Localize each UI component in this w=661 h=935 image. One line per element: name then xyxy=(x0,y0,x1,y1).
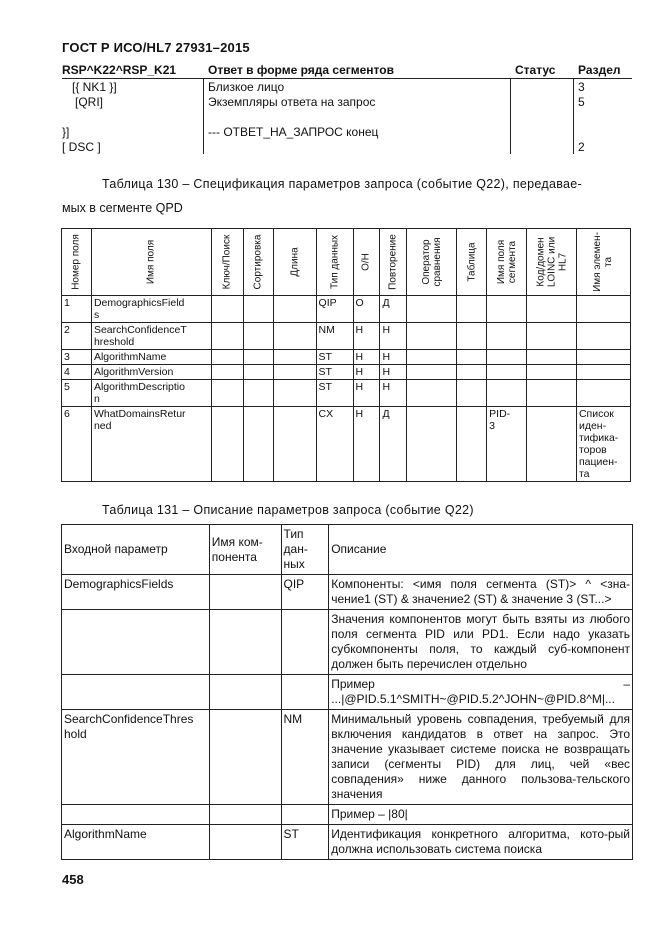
table-cell: DemographicsFields xyxy=(62,575,210,610)
table-130-header-row xyxy=(62,229,631,296)
table-cell xyxy=(407,350,457,365)
table-cell xyxy=(527,323,577,350)
table-cell xyxy=(407,407,457,482)
table-cell xyxy=(209,575,281,610)
table-cell: ST xyxy=(281,825,329,860)
table-cell: Н xyxy=(380,323,407,350)
segment-col2-header: Ответ в форме ряда сегментов xyxy=(208,63,394,77)
table-cell xyxy=(487,380,527,407)
table-cell xyxy=(407,296,457,323)
header-cell: Имя поля сегмента xyxy=(487,229,527,296)
segment-row-code: [{ NK1 }] xyxy=(72,80,117,94)
table-cell: PID- 3 xyxy=(487,407,527,482)
table-130-caption-cont: мых в сегменте QPD xyxy=(62,201,183,215)
table-cell: Идентификация конкретного алгоритма, кото-рый должна использовать система поиска xyxy=(329,825,633,860)
header-cell: Код/домен LOINC или HL7 xyxy=(527,229,577,296)
table-row xyxy=(62,675,633,710)
table-131-caption: Таблица 131 – Описание параметров запроса (событие Q22) xyxy=(102,503,474,517)
table-cell: SearchConfidenceT hreshold xyxy=(91,323,211,350)
header-cell: Номер поля xyxy=(62,229,92,296)
header-cell: Ключ/Поиск xyxy=(211,229,243,296)
table-cell: Н xyxy=(353,323,380,350)
table-cell xyxy=(209,825,281,860)
segment-col4-header: Раздел xyxy=(578,63,621,77)
segment-row-code: [ DSC ] xyxy=(62,140,101,154)
table-cell xyxy=(209,610,281,675)
table-row xyxy=(62,805,633,825)
header-cell: Таблица xyxy=(457,229,487,296)
header-cell: Длина xyxy=(273,229,316,296)
header-cell: Входной параметр xyxy=(62,525,210,575)
segment-row-desc: Экземпляры ответа на запрос xyxy=(208,95,376,109)
table-cell: Д xyxy=(380,407,407,482)
table-cell xyxy=(576,365,630,380)
table-cell xyxy=(209,675,281,710)
table-cell: QIP xyxy=(281,575,329,610)
table-cell: Список иден- тифика- торов пациен- та xyxy=(576,407,630,482)
table-cell xyxy=(527,365,577,380)
table-130 xyxy=(61,228,631,482)
header-cell: О/Н xyxy=(353,229,380,296)
table-cell xyxy=(273,323,316,350)
table-cell: 2 xyxy=(62,323,92,350)
table-cell: 1 xyxy=(62,296,92,323)
header-cell: Тип дан- ных xyxy=(281,525,329,575)
table-cell: Д xyxy=(380,296,407,323)
table-cell xyxy=(457,407,487,482)
table-cell: Н xyxy=(353,380,380,407)
segment-row-desc: Близкое лицо xyxy=(208,80,285,94)
table-cell xyxy=(487,323,527,350)
segment-divider xyxy=(510,78,511,154)
table-cell xyxy=(281,805,329,825)
table-cell xyxy=(576,380,630,407)
segment-row-code: }] xyxy=(62,125,70,139)
table-cell xyxy=(62,675,210,710)
document-header: ГОСТ Р ИСО/HL7 27931–2015 xyxy=(62,40,250,55)
table-cell: 3 xyxy=(62,350,92,365)
table-cell xyxy=(211,296,243,323)
table-cell xyxy=(243,365,273,380)
table-cell xyxy=(487,350,527,365)
table-cell: SearchConfidenceThres hold xyxy=(62,710,210,805)
table-cell xyxy=(457,380,487,407)
table-cell: 4 xyxy=(62,365,92,380)
segment-divider xyxy=(203,78,204,154)
table-row xyxy=(62,407,631,482)
segment-col3-header: Статус xyxy=(515,63,556,77)
table-cell xyxy=(273,350,316,365)
table-cell: O xyxy=(353,296,380,323)
table-131 xyxy=(61,524,633,860)
table-row xyxy=(62,610,633,675)
table-cell xyxy=(527,407,577,482)
table-row xyxy=(62,710,633,805)
header-cell: Описание xyxy=(329,525,633,575)
table-cell: 6 xyxy=(62,407,92,482)
table-cell: Значения компонентов могут быть взяты из любого поля сегмента PID или PD1. Если надо указать субкомпоненты поля, то каждый суб-компонент должен быть перечислен отдельно xyxy=(329,610,633,675)
header-cell: Имя элемен- та xyxy=(576,229,630,296)
table-cell xyxy=(209,805,281,825)
table-row xyxy=(62,323,631,350)
page-number: 458 xyxy=(62,872,84,887)
table-cell xyxy=(576,350,630,365)
table-cell: NM xyxy=(281,710,329,805)
table-cell: ST xyxy=(316,365,353,380)
table-cell xyxy=(243,350,273,365)
table-cell xyxy=(457,296,487,323)
table-cell xyxy=(576,296,630,323)
table-cell xyxy=(407,323,457,350)
table-cell: DemographicsField s xyxy=(91,296,211,323)
table-cell: WhatDomainsRetur ned xyxy=(91,407,211,482)
table-cell: CX xyxy=(316,407,353,482)
table-131-header-row xyxy=(62,525,633,575)
header-cell: Тип данных xyxy=(316,229,353,296)
segment-row-section: 2 xyxy=(578,140,585,154)
table-cell xyxy=(281,675,329,710)
table-cell xyxy=(211,350,243,365)
table-cell xyxy=(62,610,210,675)
table-cell: NM xyxy=(316,323,353,350)
table-row xyxy=(62,365,631,380)
table-cell: Компоненты: <имя поля сегмента (ST)> ^ <зна-чение1 (ST) & значение2 (ST) & значение 3 (ST...> xyxy=(329,575,633,610)
table-cell: Н xyxy=(353,365,380,380)
table-cell: Н xyxy=(353,350,380,365)
segment-header-rule xyxy=(62,78,632,79)
table-cell: AlgorithmDescriptio n xyxy=(91,380,211,407)
table-cell xyxy=(243,296,273,323)
segment-row-section: 3 xyxy=(578,80,585,94)
table-cell xyxy=(211,323,243,350)
header-cell: Имя ком- понента xyxy=(209,525,281,575)
table-row xyxy=(62,825,633,860)
segment-col1-header: RSP^K22^RSP_K21 xyxy=(62,63,177,77)
table-130-caption: Таблица 130 – Спецификация параметров запроса (событие Q22), передавае- xyxy=(102,177,582,191)
table-cell xyxy=(273,365,316,380)
table-cell xyxy=(211,380,243,407)
table-cell: AlgorithmName xyxy=(91,350,211,365)
segment-row-section: 5 xyxy=(578,95,585,109)
table-cell xyxy=(243,380,273,407)
table-cell xyxy=(576,323,630,350)
table-row xyxy=(62,296,631,323)
segment-row-desc: --- ОТВЕТ_НА_ЗАПРОС конец xyxy=(208,125,379,139)
table-cell: Пример – |80| xyxy=(329,805,633,825)
table-cell xyxy=(407,380,457,407)
header-cell: Оператор сравнения xyxy=(407,229,457,296)
table-cell xyxy=(457,350,487,365)
table-cell xyxy=(211,365,243,380)
table-cell: 5 xyxy=(62,380,92,407)
header-cell: Сортировка xyxy=(243,229,273,296)
table-cell xyxy=(273,296,316,323)
table-cell xyxy=(243,407,273,482)
table-cell: Пример – ...|@PID.5.1^SMITH~@PID.5.2^JOHN~@PID.8^M|... xyxy=(329,675,633,710)
table-row xyxy=(62,575,633,610)
table-cell xyxy=(209,710,281,805)
header-cell: Имя поля xyxy=(91,229,211,296)
table-cell xyxy=(62,805,210,825)
table-cell xyxy=(487,296,527,323)
segment-divider xyxy=(573,78,574,154)
table-cell xyxy=(273,407,316,482)
table-cell xyxy=(407,365,457,380)
table-cell xyxy=(457,365,487,380)
table-cell xyxy=(281,610,329,675)
table-row xyxy=(62,350,631,365)
table-cell xyxy=(211,407,243,482)
table-cell: Н xyxy=(380,350,407,365)
table-cell xyxy=(527,296,577,323)
table-cell: Н xyxy=(380,365,407,380)
header-cell: Повторение xyxy=(380,229,407,296)
segment-row-code: [QRI] xyxy=(75,95,104,109)
table-cell: AlgorithmVersion xyxy=(91,365,211,380)
table-cell: ST xyxy=(316,350,353,365)
table-cell: QIP xyxy=(316,296,353,323)
table-cell: Н xyxy=(353,407,380,482)
table-cell xyxy=(527,380,577,407)
table-cell: Н xyxy=(380,380,407,407)
table-cell xyxy=(457,323,487,350)
table-cell: AlgorithmName xyxy=(62,825,210,860)
table-cell xyxy=(527,350,577,365)
table-cell: Минимальный уровень совпадения, требуемый для включения кандидатов в ответ на запрос. Это значение указывает системе поиска не возвращать записи (сегменты PID) для лиц, чей «вес совпадения» ниже данного пользова-тельского значения xyxy=(329,710,633,805)
table-cell xyxy=(273,380,316,407)
table-cell: ST xyxy=(316,380,353,407)
table-cell xyxy=(487,365,527,380)
table-cell xyxy=(243,323,273,350)
table-row xyxy=(62,380,631,407)
